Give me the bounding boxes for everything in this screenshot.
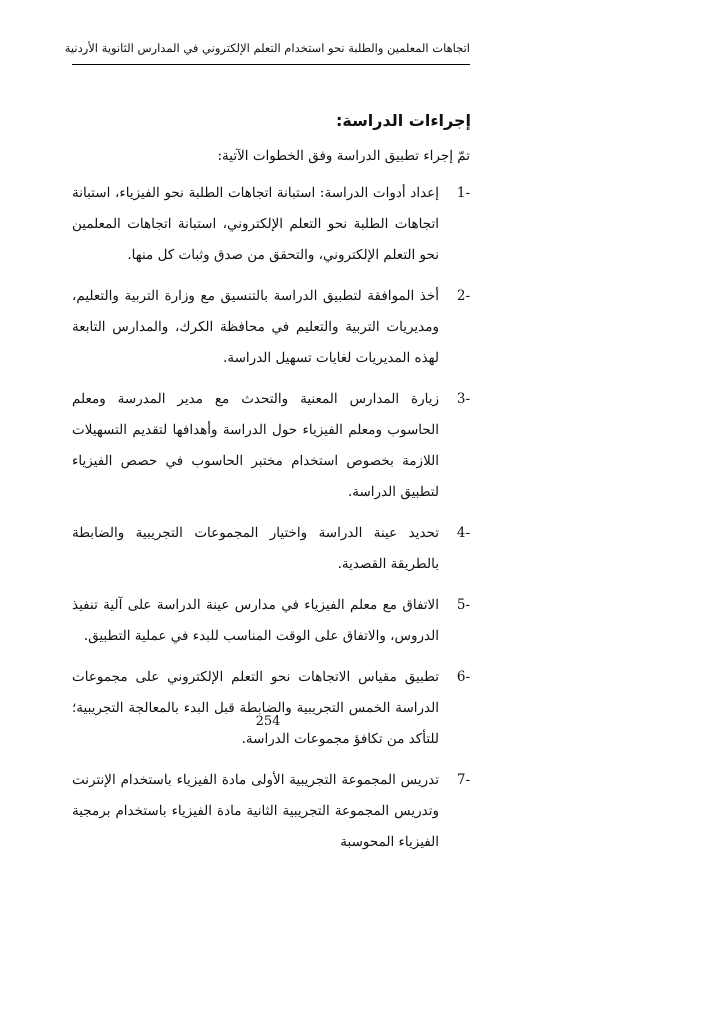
intro-paragraph: تمّ إجراء تطبيق الدراسة وفق الخطوات الآتية: xyxy=(217,148,470,164)
running-header: اتجاهات المعلمين والطلبة نحو استخدام التعلم الإلكتروني في المدارس الثانوية الأردنية xyxy=(64,41,470,55)
header-divider xyxy=(72,64,470,65)
procedure-step-2 xyxy=(72,281,470,374)
procedure-step-5 xyxy=(72,590,470,652)
procedure-step-7 xyxy=(72,765,470,858)
step-text: الاتفاق مع معلم الفيزياء في مدارس عينة الدراسة على آلية تنفيذ الدروس، والاتفاق على الوقت المناسب للبدء في عملية التطبيق. xyxy=(72,597,439,644)
step-text: تطبيق مقياس الاتجاهات نحو التعلم الإلكتروني على مجموعات الدراسة الخمس التجريبية والضابطة قبل البدء بالمعالجة التجريبية؛ للتأكد من تكافؤ مجموعات الدراسة. xyxy=(72,669,439,747)
procedure-step-6 xyxy=(72,662,470,755)
step-number: -3 xyxy=(456,391,470,407)
step-number: -7 xyxy=(456,772,470,788)
step-number: -1 xyxy=(456,185,470,201)
step-number: -4 xyxy=(456,525,470,541)
procedure-steps-list xyxy=(72,178,470,868)
step-number: -5 xyxy=(456,597,470,613)
procedure-step-3 xyxy=(72,384,470,508)
page-number: 254 xyxy=(255,714,281,729)
procedure-step-4 xyxy=(72,518,470,580)
step-text: تدريس المجموعة التجريبية الأولى مادة الفيزياء باستخدام الإنترنت وتدريس المجموعة التجريبية الثانية مادة الفيزياء باستخدام برمجية الفيزياء المحوسبة xyxy=(72,772,439,850)
step-number: -6 xyxy=(456,669,470,685)
step-text: أخذ الموافقة لتطبيق الدراسة بالتنسيق مع وزارة التربية والتعليم، ومديريات التربية والتعليم في محافظة الكرك، والمدارس التابعة لهذه المديريات لغايات تسهيل الدراسة. xyxy=(72,288,439,366)
step-text: تحديد عينة الدراسة واختيار المجموعات التجريبية والضابطة بالطريقة القصدية. xyxy=(72,525,439,572)
procedure-step-1 xyxy=(72,178,470,271)
step-number: -2 xyxy=(456,288,470,304)
step-text: زيارة المدارس المعنية والتحدث مع مدير المدرسة ومعلم الحاسوب ومعلم الفيزياء حول الدراسة وأهدافها لتقديم التسهيلات اللازمة بخصوص استخدام مختبر الحاسوب في حصص الفيزياء لتطبيق الدراسة. xyxy=(72,391,439,500)
section-title: إجراءات الدراسة: xyxy=(335,111,471,130)
step-text: إعداد أدوات الدراسة: استبانة اتجاهات الطلبة نحو الفيزياء، استبانة اتجاهات الطلبة نحو التعلم الإلكتروني، استبانة اتجاهات المعلمين نحو التعلم الإلكتروني، والتحقق من صدق وثبات كل منها. xyxy=(72,185,439,263)
